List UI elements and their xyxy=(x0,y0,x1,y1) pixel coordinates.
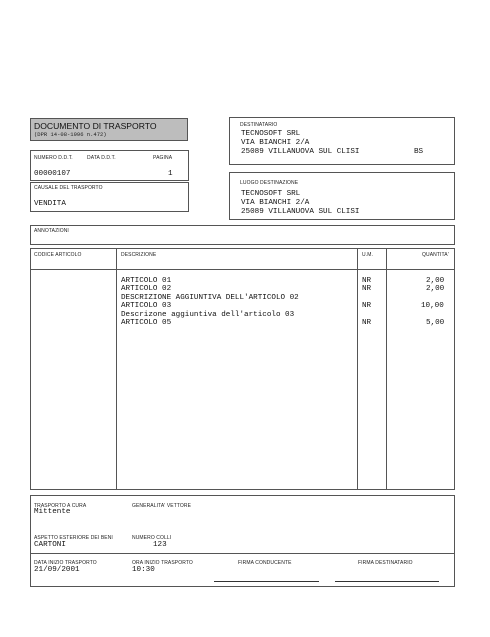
firma-destinatario-line xyxy=(335,581,439,582)
col-header-um: U.M. xyxy=(362,252,373,258)
numero-ddt-value: 00000107 xyxy=(34,170,71,178)
document-subtitle: (DPR 14-08-1996 n.472) xyxy=(34,131,107,138)
table-col-divider-3 xyxy=(386,248,387,490)
pagina-label: PAGINA xyxy=(153,155,173,161)
firma-destinatario-label: FIRMA DESTINATARIO xyxy=(358,560,413,566)
ora-inizio-value: 10:30 xyxy=(132,566,155,574)
firma-conducente-label: FIRMA CONDUCENTE xyxy=(238,560,292,566)
row-descrizione: ARTICOLO 01 xyxy=(121,277,172,285)
col-header-descrizione: DESCRIZIONE xyxy=(121,252,157,258)
trasporto-label: TRASPORTO A CURA xyxy=(34,503,87,509)
row-descrizione: ARTICOLO 05 xyxy=(121,319,172,327)
data-inizio-value: 21/09/2001 xyxy=(34,566,80,574)
row-um: NR xyxy=(362,277,372,285)
trasporto-value: Mittente xyxy=(34,508,71,516)
row-descrizione: ARTICOLO 02 xyxy=(121,285,172,293)
row-um: NR xyxy=(362,285,372,293)
numero-ddt-label: NUMERO D.D.T. xyxy=(34,155,73,161)
luogo-destinazione-label: LUOGO DESTINAZIONE xyxy=(240,180,299,186)
row-quantita: 2,00 xyxy=(426,277,445,285)
row-quantita: 10,00 xyxy=(421,302,444,310)
row-um: NR xyxy=(362,302,372,310)
luogo-street: VIA BIANCHI 2/A xyxy=(241,199,310,207)
document-title-block xyxy=(30,118,188,141)
annotazioni-box xyxy=(30,225,455,245)
footer-divider xyxy=(30,553,455,554)
destinatario-city: 25089 VILLANUOVA SUL CLISI xyxy=(241,148,360,156)
col-header-codice: CODICE ARTICOLO xyxy=(34,252,82,258)
document-title: DOCUMENTO DI TRASPORTO xyxy=(34,121,157,131)
table-col-divider-1 xyxy=(116,248,117,490)
row-um: NR xyxy=(362,319,372,327)
destinatario-province: BS xyxy=(414,148,424,156)
row-quantita: 5,00 xyxy=(426,319,445,327)
col-header-quantita: QUANTITA' xyxy=(422,252,449,258)
firma-conducente-line xyxy=(214,581,319,582)
destinatario-label: DESTINATARIO xyxy=(240,122,278,128)
colli-label: NUMERO COLLI xyxy=(132,535,172,541)
aspetto-value: CARTONI xyxy=(34,541,66,549)
causale-value: VENDITA xyxy=(34,200,66,208)
causale-label: CAUSALE DEL TRASPORTO xyxy=(34,185,103,191)
items-table xyxy=(30,248,455,490)
vettore-label: GENERALITA' VETTORE xyxy=(132,503,192,509)
row-descrizione: DESCRIZIONE AGGIUNTIVA DELL'ARTICOLO 02 xyxy=(121,294,299,302)
luogo-city: 25089 VILLANUOVA SUL CLISI xyxy=(241,208,360,216)
pagina-value: 1 xyxy=(168,170,173,178)
luogo-name: TECNOSOFT SRL xyxy=(241,190,301,198)
annotazioni-label: ANNOTAZIONI xyxy=(34,228,69,234)
table-col-divider-2 xyxy=(357,248,358,490)
row-quantita: 2,00 xyxy=(426,285,445,293)
aspetto-label: ASPETTO ESTERIORE DEI BENI xyxy=(34,535,113,541)
destinatario-street: VIA BIANCHI 2/A xyxy=(241,139,310,147)
footer-box xyxy=(30,495,455,587)
row-descrizione: Descrizone aggiuntiva dell'articolo 03 xyxy=(121,311,295,319)
row-descrizione: ARTICOLO 03 xyxy=(121,302,172,310)
data-inizio-label: DATA INIZIO TRASPORTO xyxy=(34,560,97,566)
ora-inizio-label: ORA INIZIO TRASPORTO xyxy=(132,560,193,566)
colli-value: 123 xyxy=(153,541,167,549)
table-header-divider xyxy=(30,269,455,270)
destinatario-name: TECNOSOFT SRL xyxy=(241,130,301,138)
data-ddt-label: DATA D.D.T. xyxy=(87,155,116,161)
